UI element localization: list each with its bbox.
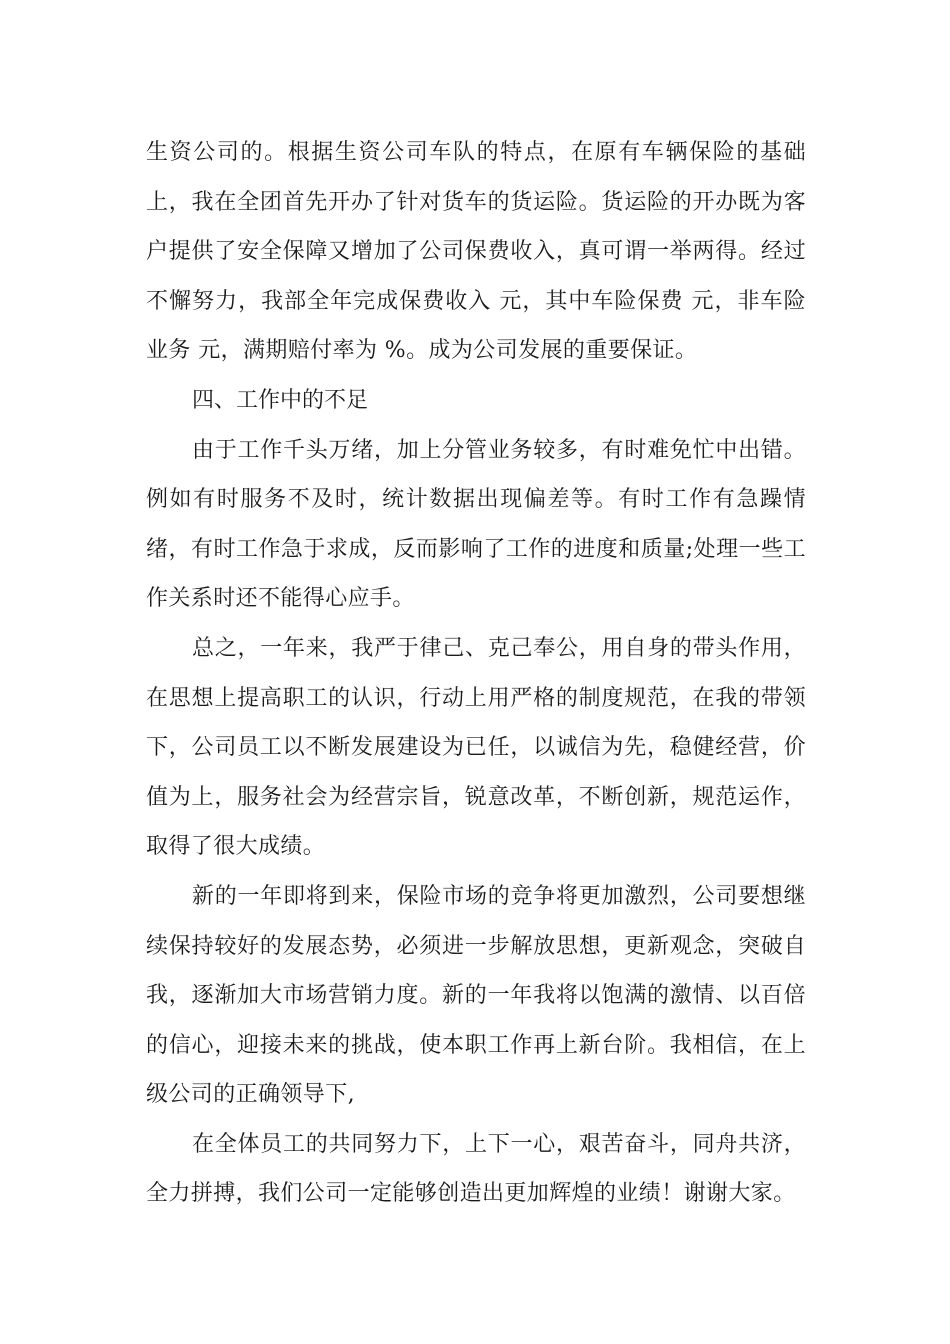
paragraph-shortcomings: 由于工作千头万绪，加上分管业务较多，有时难免忙中出错。例如有时服务不及时，统计数据出现偏差等。有时工作有急躁情绪，有时工作急于求成，反而影响了工作的进度和质量;处理一些工作关系时还不能得心应手。	[146, 437, 806, 612]
section-heading-shortcomings: 四、工作中的不足	[192, 387, 369, 413]
document-body	[146, 128, 806, 1219]
paragraph-summary: 总之，一年来，我严于律己、克己奉公，用自身的带头作用，在思想上提高职工的认识，行动上用严格的制度规范，在我的带领下，公司员工以不断发展建设为已任，以诚信为先，稳健经营，价值为上，服务社会为经营宗旨，锐意改革，不断创新，规范运作，取得了很大成绩。	[146, 635, 806, 860]
paragraph-closing: 在全体员工的共同努力下，上下一心，艰苦奋斗，同舟共济，全力拼搏，我们公司一定能够创造出更加辉煌的业绩！谢谢大家。	[146, 1131, 806, 1207]
paragraph-premium-results: 生资公司的。根据生资公司车队的特点，在原有车辆保险的基础上，我在全团首先开办了针对货车的货运险。货运险的开办既为客户提供了安全保障又增加了公司保费收入，真可谓一举两得。经过不懈努力，我部全年完成保费收入 元，其中车险保费 元，非车险业务 元，满期赔付率为 %。成为公司发展的重要保证。	[146, 140, 806, 364]
paragraph-new-year-outlook: 新的一年即将到来，保险市场的竞争将更加激烈，公司要想继续保持较好的发展态势，必须进一步解放思想，更新观念，突破自我，逐渐加大市场营销力度。新的一年我将以饱满的激情、以百倍的信心，迎接未来的挑战，使本职工作再上新台阶。我相信，在上级公司的正确领导下,	[146, 883, 806, 1108]
